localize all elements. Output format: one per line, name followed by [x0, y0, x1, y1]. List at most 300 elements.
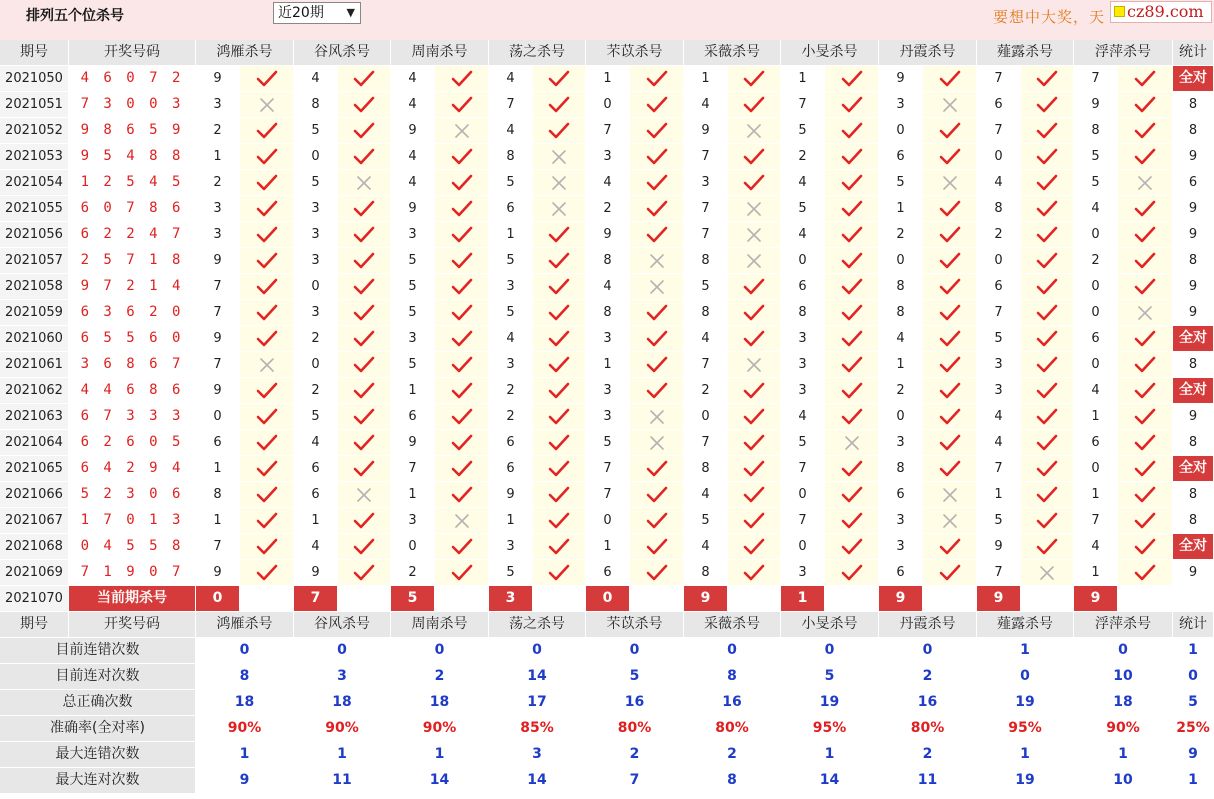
- check-icon: [841, 149, 863, 164]
- stat-value: 8: [684, 664, 780, 689]
- kill-number-cell: 7: [391, 456, 434, 481]
- kill-number-cell: 4: [586, 170, 629, 195]
- check-icon: [841, 331, 863, 346]
- kill-number-cell: 0: [1074, 222, 1117, 247]
- period-cell: 2021064: [0, 430, 68, 455]
- kill-number-cell: 3: [294, 300, 337, 325]
- check-icon: [1036, 539, 1058, 554]
- kill-number-cell: 1: [586, 534, 629, 559]
- kill-number-cell: 5: [294, 404, 337, 429]
- result-cell: [923, 92, 976, 117]
- check-icon: [256, 487, 278, 502]
- result-cell: [825, 144, 878, 169]
- result-cell: [825, 404, 878, 429]
- stat-value: 3: [489, 742, 585, 767]
- result-cell: [338, 274, 390, 299]
- result-cell: [533, 118, 585, 143]
- result-cell: [1021, 560, 1073, 585]
- check-icon: [353, 513, 375, 528]
- stat-value: 2: [586, 742, 683, 767]
- check-icon: [548, 71, 570, 86]
- check-icon: [451, 175, 473, 190]
- kill-number-cell: 0: [781, 534, 824, 559]
- stat-value: 19: [781, 690, 878, 715]
- result-cell: [1021, 378, 1073, 403]
- kill-number-cell: 7: [1074, 508, 1117, 533]
- winning-number-cell: 3 6 8 6 7: [69, 352, 195, 377]
- check-icon: [646, 175, 668, 190]
- kill-number-cell: 6: [977, 274, 1020, 299]
- result-cell: [728, 482, 780, 507]
- result-cell: [1021, 482, 1073, 507]
- result-cell: [630, 508, 683, 533]
- check-icon: [451, 409, 473, 424]
- kill-number-cell: 8: [586, 248, 629, 273]
- kill-number-cell: 6: [294, 482, 337, 507]
- check-icon: [1036, 175, 1058, 190]
- stat-value: 17: [489, 690, 585, 715]
- result-cell: [630, 404, 683, 429]
- kill-number-cell: 7: [684, 196, 727, 221]
- kill-number-cell: 3: [977, 378, 1020, 403]
- kill-number-cell: 9: [684, 118, 727, 143]
- stat-value: 90%: [196, 716, 293, 741]
- stat-value: 9: [1173, 742, 1213, 767]
- result-cell: [630, 300, 683, 325]
- stat-value: 10: [1074, 664, 1172, 689]
- kill-number-cell: 5: [489, 560, 532, 585]
- kill-number-cell: 2: [294, 326, 337, 351]
- result-cell: [435, 144, 488, 169]
- check-icon: [451, 331, 473, 346]
- kill-number-cell: 3: [879, 92, 922, 117]
- result-cell: [1021, 66, 1073, 91]
- stat-value: 1: [391, 742, 488, 767]
- check-icon: [256, 331, 278, 346]
- all-correct-badge: 全对: [1173, 456, 1213, 481]
- stat-value: 7: [586, 768, 683, 793]
- stat-value: 1: [781, 742, 878, 767]
- check-icon: [548, 123, 570, 138]
- kill-number-cell: 5: [781, 118, 824, 143]
- cross-icon: [1137, 305, 1153, 320]
- kill-number-cell: 5: [294, 118, 337, 143]
- check-icon: [1036, 461, 1058, 476]
- current-kill-number: 5: [391, 586, 434, 611]
- stat-value: 0: [1173, 664, 1213, 689]
- check-icon: [1134, 357, 1156, 372]
- check-icon: [256, 279, 278, 294]
- result-cell: [435, 378, 488, 403]
- kill-number-cell: 9: [196, 248, 239, 273]
- check-icon: [256, 71, 278, 86]
- cross-icon: [551, 201, 567, 216]
- period-cell: 2021050: [0, 66, 68, 91]
- result-cell: [923, 118, 976, 143]
- kill-number-cell: 2: [391, 560, 434, 585]
- check-icon: [646, 227, 668, 242]
- kill-number-cell: 8: [684, 560, 727, 585]
- result-cell: [1021, 144, 1073, 169]
- check-icon: [939, 123, 961, 138]
- check-icon: [743, 435, 765, 450]
- current-kill-number: 9: [977, 586, 1020, 611]
- count-cell: 8: [1173, 248, 1213, 273]
- kill-number-cell: 3: [586, 404, 629, 429]
- kill-number-cell: 8: [684, 456, 727, 481]
- result-cell: [728, 144, 780, 169]
- result-cell: [923, 66, 976, 91]
- check-icon: [646, 97, 668, 112]
- check-icon: [1134, 71, 1156, 86]
- check-icon: [841, 305, 863, 320]
- count-cell: 9: [1173, 274, 1213, 299]
- kill-number-cell: 7: [684, 352, 727, 377]
- current-empty-cell: [435, 586, 488, 611]
- check-icon: [353, 253, 375, 268]
- kill-number-cell: 8: [879, 300, 922, 325]
- kill-number-cell: 8: [1074, 118, 1117, 143]
- check-icon: [1036, 71, 1058, 86]
- result-cell: [1118, 560, 1172, 585]
- result-cell: [825, 222, 878, 247]
- stat-value: 0: [781, 638, 878, 663]
- result-cell: [728, 92, 780, 117]
- check-icon: [939, 71, 961, 86]
- logo-square-icon: [1114, 6, 1125, 17]
- result-cell: [338, 66, 390, 91]
- kill-number-cell: 3: [391, 326, 434, 351]
- kill-number-cell: 9: [391, 430, 434, 455]
- check-icon: [646, 513, 668, 528]
- period-cell: 2021057: [0, 248, 68, 273]
- kill-number-cell: 8: [977, 196, 1020, 221]
- result-cell: [240, 274, 293, 299]
- check-icon: [451, 253, 473, 268]
- stat-label: 最大连错次数: [0, 742, 195, 767]
- result-cell: [728, 300, 780, 325]
- result-cell: [1118, 300, 1172, 325]
- result-cell: [728, 196, 780, 221]
- stat-value: 5: [781, 664, 878, 689]
- check-icon: [743, 149, 765, 164]
- result-cell: [825, 456, 878, 481]
- check-icon: [939, 279, 961, 294]
- kill-number-cell: 4: [977, 404, 1020, 429]
- cross-icon: [942, 175, 958, 190]
- kill-number-cell: 9: [391, 196, 434, 221]
- kill-number-cell: 1: [586, 66, 629, 91]
- result-cell: [728, 248, 780, 273]
- kill-number-cell: 0: [977, 248, 1020, 273]
- kill-number-cell: 3: [586, 378, 629, 403]
- column-header-repeat: 芣苡杀号: [586, 612, 683, 637]
- current-empty-cell: [533, 586, 585, 611]
- kill-number-cell: 8: [294, 92, 337, 117]
- stat-value: 95%: [977, 716, 1073, 741]
- result-cell: [1118, 430, 1172, 455]
- stat-value: 0: [1074, 638, 1172, 663]
- stat-value: 2: [879, 742, 976, 767]
- check-icon: [451, 305, 473, 320]
- kill-number-cell: 4: [294, 430, 337, 455]
- kill-number-cell: 4: [1074, 534, 1117, 559]
- result-cell: [1021, 92, 1073, 117]
- result-cell: [825, 300, 878, 325]
- period-cell: 2021051: [0, 92, 68, 117]
- period-select[interactable]: [273, 2, 361, 24]
- kill-number-cell: 1: [879, 352, 922, 377]
- check-icon: [451, 71, 473, 86]
- check-icon: [451, 227, 473, 242]
- kill-number-cell: 7: [684, 430, 727, 455]
- stat-value: 80%: [586, 716, 683, 741]
- kill-number-cell: 3: [586, 326, 629, 351]
- kill-number-cell: 5: [977, 326, 1020, 351]
- result-cell: [240, 456, 293, 481]
- result-cell: [533, 274, 585, 299]
- result-cell: [338, 482, 390, 507]
- check-icon: [743, 305, 765, 320]
- column-header-repeat: 谷风杀号: [294, 612, 390, 637]
- all-correct-badge: 全对: [1173, 66, 1213, 91]
- result-cell: [435, 534, 488, 559]
- result-cell: [825, 196, 878, 221]
- result-cell: [240, 196, 293, 221]
- result-cell: [435, 404, 488, 429]
- kill-number-cell: 6: [489, 430, 532, 455]
- result-cell: [240, 300, 293, 325]
- kill-number-cell: 7: [196, 300, 239, 325]
- winning-number-cell: 6 0 7 8 6: [69, 196, 195, 221]
- check-icon: [1134, 149, 1156, 164]
- stat-value: 19: [977, 690, 1073, 715]
- winning-number-cell: 6 2 2 4 7: [69, 222, 195, 247]
- check-icon: [451, 383, 473, 398]
- check-icon: [743, 97, 765, 112]
- kill-number-cell: 7: [684, 222, 727, 247]
- result-cell: [338, 92, 390, 117]
- result-cell: [923, 248, 976, 273]
- result-cell: [338, 248, 390, 273]
- stat-value: 2: [879, 664, 976, 689]
- result-cell: [630, 274, 683, 299]
- column-header: 统计: [1173, 40, 1213, 65]
- current-kill-number: 9: [879, 586, 922, 611]
- winning-number-cell: 6 7 3 3 3: [69, 404, 195, 429]
- result-cell: [1118, 196, 1172, 221]
- result-cell: [1118, 508, 1172, 533]
- check-icon: [256, 565, 278, 580]
- stat-label: 目前连错次数: [0, 638, 195, 663]
- result-cell: [728, 404, 780, 429]
- stat-value: 14: [781, 768, 878, 793]
- check-icon: [646, 487, 668, 502]
- check-icon: [548, 435, 570, 450]
- kill-number-cell: 7: [489, 92, 532, 117]
- cross-icon: [649, 279, 665, 294]
- result-cell: [533, 66, 585, 91]
- check-icon: [646, 149, 668, 164]
- kill-number-cell: 9: [489, 482, 532, 507]
- period-cell: 2021062: [0, 378, 68, 403]
- check-icon: [1036, 279, 1058, 294]
- result-cell: [338, 560, 390, 585]
- check-icon: [743, 487, 765, 502]
- result-cell: [728, 430, 780, 455]
- kill-number-cell: 9: [196, 326, 239, 351]
- count-cell: 9: [1173, 196, 1213, 221]
- stat-value: 18: [391, 690, 488, 715]
- check-icon: [548, 97, 570, 112]
- result-cell: [630, 430, 683, 455]
- result-cell: [533, 222, 585, 247]
- check-icon: [1134, 123, 1156, 138]
- winning-number-cell: 7 1 9 0 7: [69, 560, 195, 585]
- check-icon: [353, 565, 375, 580]
- result-cell: [435, 222, 488, 247]
- result-cell: [338, 144, 390, 169]
- check-icon: [841, 123, 863, 138]
- kill-number-cell: 4: [879, 326, 922, 351]
- result-cell: [728, 534, 780, 559]
- stat-value: 8: [196, 664, 293, 689]
- check-icon: [841, 565, 863, 580]
- result-cell: [240, 170, 293, 195]
- check-icon: [353, 461, 375, 476]
- check-icon: [743, 539, 765, 554]
- result-cell: [923, 456, 976, 481]
- check-icon: [1036, 253, 1058, 268]
- check-icon: [939, 305, 961, 320]
- kill-number-cell: 9: [196, 378, 239, 403]
- result-cell: [825, 92, 878, 117]
- current-empty-cell: [1118, 586, 1172, 611]
- kill-number-cell: 3: [391, 508, 434, 533]
- kill-number-cell: 0: [879, 248, 922, 273]
- check-icon: [646, 71, 668, 86]
- result-cell: [435, 352, 488, 377]
- kill-number-cell: 4: [684, 482, 727, 507]
- check-icon: [353, 149, 375, 164]
- kill-number-cell: 0: [294, 144, 337, 169]
- column-header: 浮萍杀号: [1074, 40, 1172, 65]
- period-cell: 2021054: [0, 170, 68, 195]
- kill-number-cell: 2: [879, 378, 922, 403]
- result-cell: [533, 248, 585, 273]
- stat-value: 11: [294, 768, 390, 793]
- cross-icon: [746, 253, 762, 268]
- check-icon: [1036, 227, 1058, 242]
- stat-value: 2: [391, 664, 488, 689]
- result-cell: [338, 508, 390, 533]
- check-icon: [353, 539, 375, 554]
- check-icon: [353, 279, 375, 294]
- column-header: 丹霞杀号: [879, 40, 976, 65]
- result-cell: [533, 456, 585, 481]
- result-cell: [630, 196, 683, 221]
- promo-text[interactable]: 要想中大奖，天: [993, 8, 1106, 26]
- stat-value: 14: [391, 768, 488, 793]
- cross-icon: [454, 513, 470, 528]
- check-icon: [841, 513, 863, 528]
- check-icon: [548, 513, 570, 528]
- check-icon: [256, 227, 278, 242]
- result-cell: [923, 170, 976, 195]
- check-icon: [1134, 565, 1156, 580]
- check-icon: [548, 409, 570, 424]
- result-cell: [435, 482, 488, 507]
- check-icon: [841, 487, 863, 502]
- kill-number-cell: 7: [781, 456, 824, 481]
- check-icon: [939, 201, 961, 216]
- check-icon: [451, 357, 473, 372]
- result-cell: [435, 248, 488, 273]
- column-header: 鸿雁杀号: [196, 40, 293, 65]
- kill-number-cell: 1: [977, 482, 1020, 507]
- result-cell: [1118, 534, 1172, 559]
- result-cell: [825, 534, 878, 559]
- kill-number-cell: 4: [1074, 378, 1117, 403]
- result-cell: [240, 222, 293, 247]
- kill-number-cell: 2: [196, 170, 239, 195]
- kill-number-cell: 8: [196, 482, 239, 507]
- result-cell: [1118, 118, 1172, 143]
- kill-number-cell: 3: [781, 352, 824, 377]
- current-kill-number: 0: [196, 586, 239, 611]
- logo-text: cz89.com: [1127, 2, 1204, 21]
- winning-number-cell: 9 7 2 1 4: [69, 274, 195, 299]
- kill-number-cell: 3: [489, 274, 532, 299]
- kill-number-cell: 5: [879, 170, 922, 195]
- column-header-repeat: 采薇杀号: [684, 612, 780, 637]
- kill-number-cell: 7: [196, 534, 239, 559]
- check-icon: [451, 201, 473, 216]
- result-cell: [338, 404, 390, 429]
- all-correct-badge: 全对: [1173, 378, 1213, 403]
- check-icon: [841, 253, 863, 268]
- result-cell: [923, 300, 976, 325]
- current-kill-label: 当前期杀号: [69, 586, 195, 611]
- result-cell: [435, 170, 488, 195]
- kill-number-cell: 5: [391, 352, 434, 377]
- kill-number-cell: 4: [391, 66, 434, 91]
- check-icon: [451, 487, 473, 502]
- kill-number-cell: 8: [879, 456, 922, 481]
- site-logo[interactable]: [1110, 1, 1212, 23]
- result-cell: [1021, 430, 1073, 455]
- check-icon: [353, 409, 375, 424]
- result-cell: [1021, 300, 1073, 325]
- check-icon: [256, 383, 278, 398]
- result-cell: [728, 170, 780, 195]
- kill-number-cell: 5: [781, 196, 824, 221]
- stat-value: 18: [196, 690, 293, 715]
- check-icon: [451, 279, 473, 294]
- kill-number-cell: 0: [586, 92, 629, 117]
- stat-value: 19: [977, 768, 1073, 793]
- result-cell: [630, 92, 683, 117]
- check-icon: [646, 383, 668, 398]
- result-cell: [1021, 248, 1073, 273]
- kill-number-cell: 4: [489, 118, 532, 143]
- result-cell: [533, 378, 585, 403]
- check-icon: [743, 513, 765, 528]
- kill-number-cell: 6: [196, 430, 239, 455]
- check-icon: [841, 175, 863, 190]
- current-empty-cell: [1021, 586, 1073, 611]
- current-empty-cell: [825, 586, 878, 611]
